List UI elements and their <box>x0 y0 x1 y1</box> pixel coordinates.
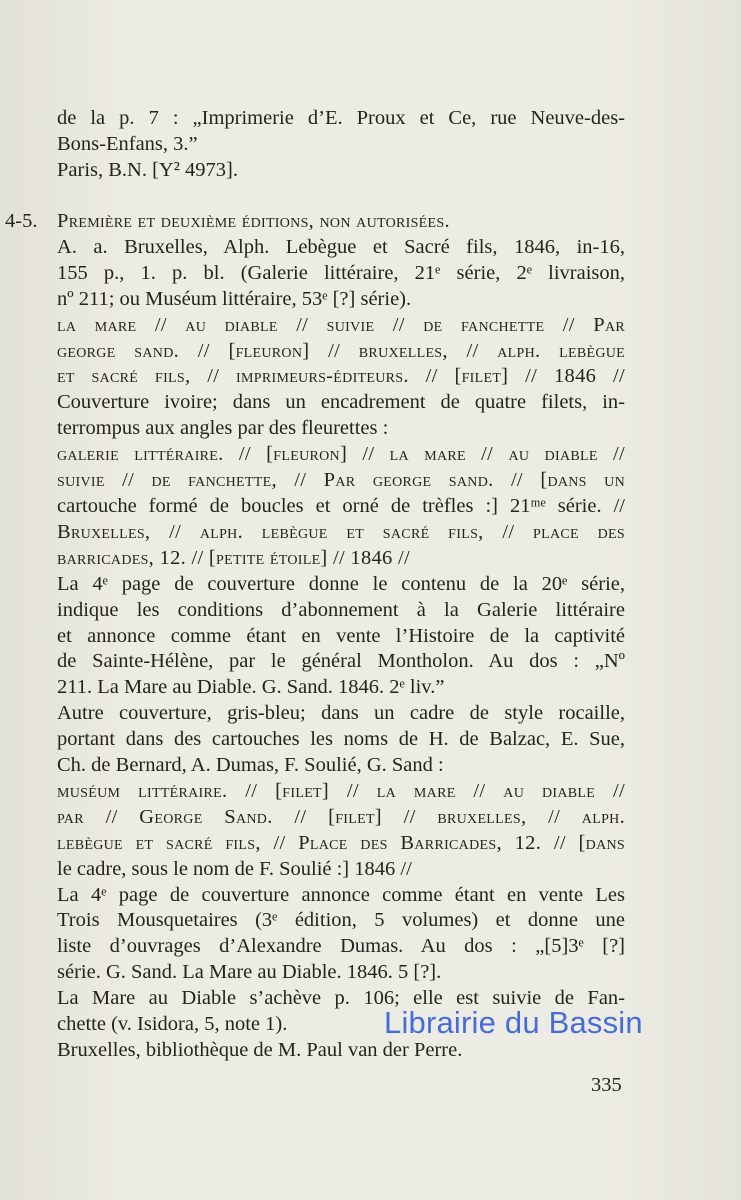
title-page-transcription: et sacré fils, // imprimeurs-éditeurs. // [filet] // 1846 // <box>57 365 625 388</box>
cover-transcription: galerie littéraire. // [fleuron] // la mare // au diable // <box>57 443 625 466</box>
text-line: La 4ᵉ page de couverture donne le contenu de la 20ᵉ série, <box>57 572 625 595</box>
cover-transcription: Bruxelles, // alph. lebègue et sacré fils, // place des <box>57 520 625 543</box>
library-reference: Bruxelles, bibliothèque de M. Paul van der Perre. <box>57 1039 463 1061</box>
text-line: de la p. 7 : „Imprimerie d’E. Proux et Ce, rue Neuve-des- <box>57 107 625 129</box>
title-page-transcription: la mare // au diable // suivie // de fanchette // Par <box>57 313 625 336</box>
text-line: liste d’ouvrages d’Alexandre Dumas. Au dos : „[5]3ᵉ [?] <box>57 935 625 958</box>
text-line: Trois Mousquetaires (3ᵉ édition, 5 volumes) et donne une <box>57 909 625 932</box>
text-line: indique les conditions d’abonnement à la Galerie littéraire <box>57 598 625 621</box>
cover-transcription: suivie // de fanchette, // Par george sand. // [dans un <box>57 469 625 492</box>
text-line: nº 211; ou Muséum littéraire, 53ᵉ [?] série). <box>57 287 412 310</box>
cover-transcription: muséum littéraire. // [filet] // la mare // au diable // <box>57 779 625 802</box>
cover-transcription: lebègue et sacré fils, // Place des Barricades, 12. // [dans <box>57 831 625 854</box>
text-line: A. a. Bruxelles, Alph. Lebègue et Sacré fils, 1846, in-16, <box>57 235 625 258</box>
text-line: 211. La Mare au Diable. G. Sand. 1846. 2ᵉ liv.” <box>57 676 445 699</box>
cover-transcription: par // George Sand. // [filet] // bruxelles, // alph. <box>57 805 625 828</box>
title-page-transcription: george sand. // [fleuron] // bruxelles, // alph. lebègue <box>57 339 625 362</box>
library-reference: Paris, B.N. [Y² 4973]. <box>57 158 238 181</box>
top-reference <box>57 106 625 184</box>
cover-transcription: le cadre, sous le nom de F. Soulié :] 1846 // <box>57 857 412 880</box>
text-line: Bons-Enfans, 3.” <box>57 132 198 155</box>
text-line: 155 p., 1. p. bl. (Galerie littéraire, 21ᵉ série, 2ᵉ livraison, <box>57 261 625 284</box>
cover-transcription: cartouche formé de boucles et orné de trèfles :] 21ᵐᵉ série. // <box>57 494 625 517</box>
text-line: Couverture ivoire; dans un encadrement de quatre filets, in- <box>57 391 625 414</box>
text-line: de Sainte-Hélène, par le général Montholon. Au dos : „Nº <box>57 650 625 673</box>
text-line: portant dans des cartouches les noms de H. de Balzac, E. Sue, <box>57 728 625 751</box>
page-number: 335 <box>591 1074 622 1096</box>
text-line: terrompus aux angles par des fleurettes : <box>57 417 389 440</box>
text-line: et annonce comme étant en vente l’Histoire de la captivité <box>57 624 625 647</box>
text-line: Autre couverture, gris-bleu; dans un cadre de style rocaille, <box>57 702 625 725</box>
text-line: La 4ᵉ page de couverture annonce comme étant en vente Les <box>57 883 625 906</box>
text-line: chette (v. Isidora, 5, note 1). <box>57 1013 288 1036</box>
cover-transcription: barricades, 12. // [petite étoile] // 1846 // <box>57 546 411 569</box>
watermark: Librairie du Bassin <box>384 1005 643 1040</box>
entry-heading: Première et deuxième éditions, non autorisées. <box>57 210 450 232</box>
text-line: série. G. Sand. La Mare au Diable. 1846. 5 [?]. <box>57 961 442 984</box>
bibliographic-entry <box>57 209 625 1064</box>
text-line: La Mare au Diable s’achève p. 106; elle est suivie de Fan- <box>57 987 625 1010</box>
entry-number: 4-5. <box>5 210 38 232</box>
text-line: Ch. de Bernard, A. Dumas, F. Soulié, G. Sand : <box>57 754 444 777</box>
